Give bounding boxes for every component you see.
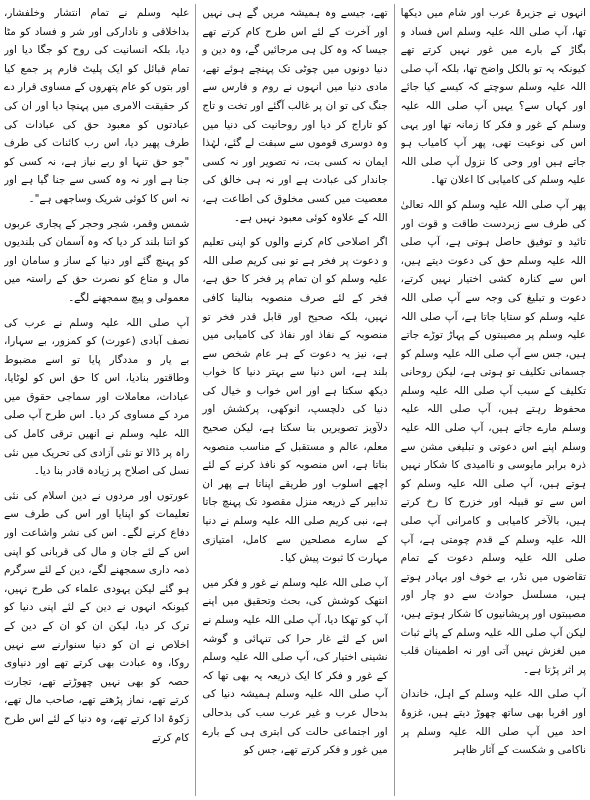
column-divider — [394, 4, 395, 796]
paragraph: آپ صلی اللہ علیہ وسلم نے عرب کی نصف آبادی (عورت) کو کمزور، بے سہارا، بے یار و مددگار پایا تو اسے مضبوط وطاقتور بنادیا، اس کا حق اس کو لوٹایا، عبادات، معاملات اور سماجی حقوق میں مرد کے مساوی کر دیا۔ اس طرح آپ صلی اللہ علیہ وسلم نے انھیں ترقی کامل کی راہ پر ڈالا تو نئی آزادی کی تحریک میں نئی نسل کی اصلاح پر زیادہ قادر بنا دیا۔ — [4, 316, 190, 478]
paragraph: عورتوں اور مردوں نے دین اسلام کی نئی تعلیمات کو اپنایا اور اس کی طرف سے دفاع کرنے لگے۔ اس کی نشر واشاعت اور اس کے لئے جان و مال کی قربانی کو اپنی ذمہ داری سمجھنے لگے، دین کے لئے سرگرم ہو گئے لیکن یہودی علماء کی طرح نہیں، کیونکہ انہوں نے دین کے لئے اپنی دنیا کو ترک کر دیا، لیکن ان کو ان کے دین کے اخلاص نے ان کو دنیا سنوارنے سے نہیں روکا، وہ عبادت بھی کرتے تھے اور دنیاوی حصہ کو بھی نہیں چھوڑتے تھے، تجارت کرتے تھے، نماز پڑھتے تھے، صاحب مال تھے، زکوۃ ادا کرتے تھے، وہ دنیا کے لئے اس طرح کام کرتے — [4, 489, 190, 744]
paragraph: انہوں نے جزیرۂ عرب اور شام میں دیکھا تھا، آپ صلی اللہ علیہ وسلم اس فساد و بگاڑ کے بارے میں غور نہیں کرتے تھے کیونکہ یہ تو بالکل واضح تھا، بلکہ آپ صلی اللہ علیہ وسلم سوچتے کہ کیسے کیا جائے اور کہاں سے؟ یہیں آپ صلی اللہ علیہ وسلم کے غور و فکر کا زمانہ تھا اور یہی اس کی نوعیت تھی، پھر آپ کامیاب ہو جاتے ہیں اور وحی کا نزول آپ صلی اللہ علیہ وسلم کی کامیابی کا اعلان تھا۔ — [400, 7, 586, 187]
column-left — [401, 4, 586, 796]
paragraph: علیہ وسلم نے تمام انتشار وخلفشار، بداخلاقی و نادارکی اور شر و فساد کو مٹا دیا، بلکہ انسانیت کی روح کو جگا دیا اور تمام قبائل کو ایک پلیٹ فارم پر جمع کیا اور بتوں کو عام پتھروں کے مساوی قرار دے کر حقیقت الامری میں پہنچا دیا اور ان کی عبادتوں کو معبود حق کی عبادات کی طرف پھیر دیا، اس رب کائنات کی طرف "جو حق تنہا او ربے نیاز ہے، نہ کسی کو جنا ہے اور نہ وہ کسی سے جنا گیا ہے اور نہ اس کا کوئی شریک وساجھی ہے"۔ — [4, 7, 190, 205]
column-right — [4, 4, 189, 796]
column-divider — [195, 4, 196, 796]
paragraph: اگر اصلاحی کام کرنے والوں کو اپنی تعلیم و دعوت پر فخر ہے تو نبی کریم صلی اللہ علیہ وسلم کو ان تمام پر فخر کا حق ہے، فخر کے لئے صرف منصوبہ بنالینا کافی نہیں، بلکہ صحیح اور قابل قدر فخر تو منصوبہ کے نفاذ اور نفاذ کی کامیابی میں ہے، نیز یہ دعوت کے ہر عام شخص سے بلند ہے، اس دنیا سے بہتر دنیا کا خواب دیکھ سکتا ہے اور اس خواب و خیال کی دنیا کی دلچسپ، انوکھی، پرکشش اور دلآویز تصویریں بنا سکتا ہے، لیکن صحیح معلم، عالم و مستقبل کے مناسب منصوبہ بناتا ہے، اس منصوبہ کو نافذ کرنے کے لئے اچھے اسلوب اور طریقے اپناتا ہے پھر ان تدابیر کے ذریعہ منزل مقصود تک پہنچ جاتا ہے، نبی کریم صلی اللہ علیہ وسلم نے دنیا کے سارے مصلحین سے کامل، امتیازی مہارت کا ثبوت پیش کیا۔ — [202, 236, 388, 565]
newspaper-page — [4, 4, 586, 796]
paragraph: تھے، جیسے وہ ہمیشہ مریں گے ہی نہیں اور آخرت کے لئے اس طرح کام کرتے تھے جیسا کہ وہ کل ہی مرجائیں گے، وہ دین و دنیا دونوں میں چوٹی تک پہنچے ہوئے تھے، مادی دنیا میں انہوں نے روم و فارس سے جنگ کی تو ان پر غالب آگئے اور تخت و تاج کو تاراج کر دیا اور روحانیت کی دنیا میں وہ دوسری قوموں سے سبقت لے گئے، لہٰذا ایمان نہ کسی بت، نہ تصویر اور نہ کسی جاندار کی عبادت ہے اور نہ ہی خالق کی معصیت میں کسی مخلوق کی اطاعت ہے، اللہ کے علاوہ کوئی معبود نہیں ہے۔ — [202, 7, 388, 224]
paragraph: آپ صلی اللہ علیہ وسلم کے اہل، خاندان اور اقربا بھی ساتھ چھوڑ دیتے ہیں، غزوۂ احد میں آپ صلی اللہ علیہ وسلم پر ناکامی و شکست کے آثار ظاہر — [400, 688, 586, 757]
paragraph: شمس وقمر، شجر وحجر کے پجاری عربوں کو اتنا بلند کر دیا کہ وہ آسمان کی بلندیوں کو پہنچ گئے اور دنیا کے ساز و سامان اور مال و متاع کو نصرت حق کے راستہ میں معمولی و پیچ سمجھنے لگے۔ — [4, 217, 190, 304]
paragraph: پھر آپ صلی اللہ علیہ وسلم کو اللہ تعالیٰ کی طرف سے زبردست طاقت و قوت اور تائید و توفیق حاصل ہوتی ہے، آپ صلی اللہ علیہ وسلم حق کی دعوت دیتے ہیں، اس سے کنارہ کشی اختیار نہیں کرتے، دعوت و تبلیغ کی وجہ سے آپ صلی اللہ علیہ وسلم کو ستایا جاتا ہے، آپ صلی اللہ علیہ وسلم پر مصیبتوں کے پہاڑ توڑے جاتے ہیں، جس سے آپ صلی اللہ علیہ وسلم کو جسمانی تکلیف تو ہوتی ہے، لیکن روحانی تکلیف کے سبب آپ صلی اللہ علیہ وسلم محفوظ رہتے ہیں، آپ صلی اللہ علیہ وسلم مارے جاتے ہیں، آپ صلی اللہ علیہ وسلم اپنے اس دعوتی و تبلیغی مشن سے ذرہ برابر مایوسی و ناامیدی کا شکار نہیں ہوتے ہیں، آپ صلی اللہ علیہ وسلم کو اس سے تو قبیلہ اور خزرج کا رخ کرتے ہیں، بالآخر کامیابی و کامرانی آپ صلی اللہ علیہ وسلم کے قدم چومتی ہے، آپ صلی اللہ علیہ وسلم دعوت کے تمام تقاضوں میں نڈر، بے خوف اور بہادر ہوتے ہیں، مسلسل حوادث سے دو چار اور مصیبتوں اور پریشانیوں کا شکار ہوتے ہیں، لیکن آپ صلی اللہ علیہ وسلم کے پائے ثبات میں لغزش نہیں آتی اور نہ اطمینان قلب پر اثر پڑتا ہے۔ — [400, 198, 586, 676]
column-middle — [202, 4, 387, 796]
paragraph: آپ صلی اللہ علیہ وسلم نے غور و فکر میں انتھک کوشش کی، بحث وتحقیق میں اپنے آپ کو تھکا دیا، آپ صلی اللہ علیہ وسلم نے اس کے لئے غار حرا کی تنہائی و گوشہ نشینی اختیار کی، آپ صلی اللہ علیہ وسلم کے غور و فکر کا ایک ذریعہ یہ بھی تھا کہ آپ صلی اللہ علیہ وسلم ہمیشہ دنیا کی بدحال عرب و غیر عرب سب کی بدحالی اور اجتماعی حالت کی ابتری ہی کے بارے میں غور و فکر کرتے تھے، جس کو — [202, 576, 388, 757]
